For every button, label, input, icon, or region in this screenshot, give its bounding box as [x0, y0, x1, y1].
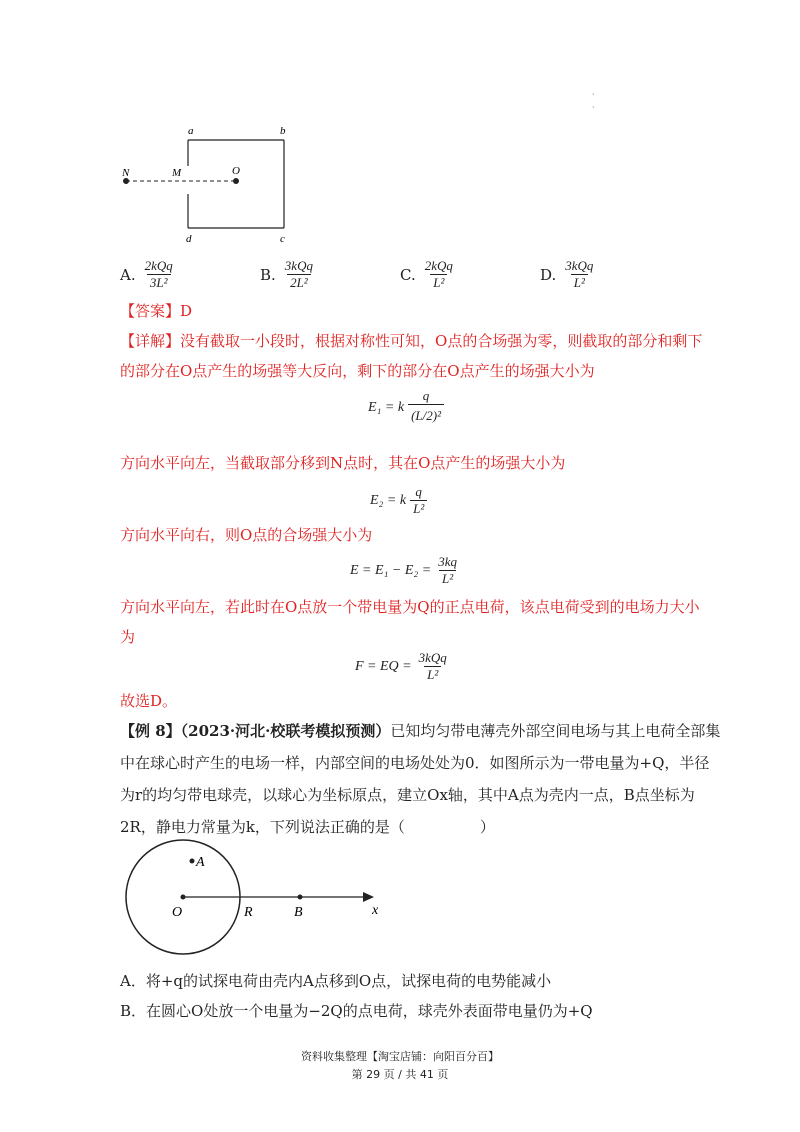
explain-line-4: 方向水平向右，则O点的合场强大小为 [120, 526, 373, 544]
explain-line-7: 故选D。 [120, 692, 178, 710]
label-R: R [244, 905, 253, 920]
square-frame-figure [110, 118, 310, 248]
example8-line-4: 2R，静电力常量为k，下列说法正确的是（ ） [120, 818, 495, 836]
footer-page-number: 第 29 页 / 共 41 页 [351, 1068, 449, 1081]
answer-value: D [180, 302, 193, 320]
sphere-shell-figure [120, 838, 390, 963]
label-b: b [280, 125, 286, 137]
explain-tag: 【详解】 [120, 332, 181, 350]
option-d: D. $\frac{\text{3kQq}}{\text{L²}}$ [540, 258, 594, 290]
equation-e: E = E₁ − E₂ = $\frac{3kq}{\text{L²}}$ [350, 554, 458, 586]
ex8-option-b: B．在圆心O处放一个电量为−2Q的点电荷，球壳外表面带电量仍为+Q [120, 1002, 593, 1020]
explain-line-2: 的部分在O点产生的场强等大反向，剩下的部分在O点产生的场强大小为 [120, 362, 595, 380]
option-b: B. $\frac{\text{3kQq}}{\text{2L²}}$ [260, 258, 313, 290]
explain-line-1: 【详解】没有截取一小段时，根据对称性可知，O点的合场强为零，则截取的部分和剩下 [120, 332, 703, 350]
answer-tag: 【答案】 [120, 302, 181, 320]
label-M: M [172, 167, 182, 179]
label-N: N [122, 167, 130, 179]
answer-line [120, 296, 192, 326]
label-A: A [196, 855, 205, 870]
corner-dot-1: · [592, 90, 595, 99]
ex8-option-a: A．将+q的试探电荷由壳内A点移到O点，试探电荷的电势能减小 [120, 972, 552, 990]
explain-line-3: 方向水平向左，当截取部分移到N点时，其在O点产生的场强大小为 [120, 454, 566, 472]
explain-line-5: 方向水平向左，若此时在O点放一个带电量为Q的正点电荷，该点电荷受到的电场力大小 [120, 598, 700, 616]
label-O: O [232, 165, 240, 177]
option-c: C. $\frac{\text{2kQq}}{\text{L²}}$ [400, 258, 453, 290]
corner-dot-2: · [592, 103, 595, 112]
label-B: B [294, 905, 303, 920]
example8-source: （2023·河北·校联考模拟预测） [180, 722, 391, 740]
footer-source: 资料收集整理【淘宝店铺：向阳百分百】 [301, 1050, 499, 1063]
example8-line-1: 【例 8】（2023·河北·校联考模拟预测）已知均匀带电薄壳外部空间电场与其上电荷全部集 [120, 722, 721, 740]
label-a: a [188, 125, 194, 137]
option-a: A. $\frac{\text{2kQq}}{\text{3L²}}$ [120, 258, 173, 290]
example8-tag: 【例 8】 [120, 722, 181, 740]
label-O2: O [172, 905, 183, 920]
equation-e2: E₂ = k $\frac{q}{\text{L²}}$ [370, 484, 427, 517]
example8-line-2: 中在球心时产生的电场一样，内部空间的电场处处为0．如图所示为一带电量为+Q，半径 [120, 754, 710, 772]
explain-line-6: 为 [120, 628, 136, 646]
label-d: d [186, 233, 192, 245]
equation-e1: E₁ = k $\frac{q}{\text{(L/2)²}}$ [368, 388, 444, 427]
label-c: c [280, 233, 285, 245]
example8-line-3: 为r的均匀带电球壳，以球心为坐标原点，建立Ox轴，其中A点为壳内一点，B点坐标为 [120, 786, 695, 804]
equation-f: F = EQ = $\frac{\text{3kQq}}{\text{L²}}$ [355, 650, 447, 682]
label-x: x [372, 903, 379, 918]
